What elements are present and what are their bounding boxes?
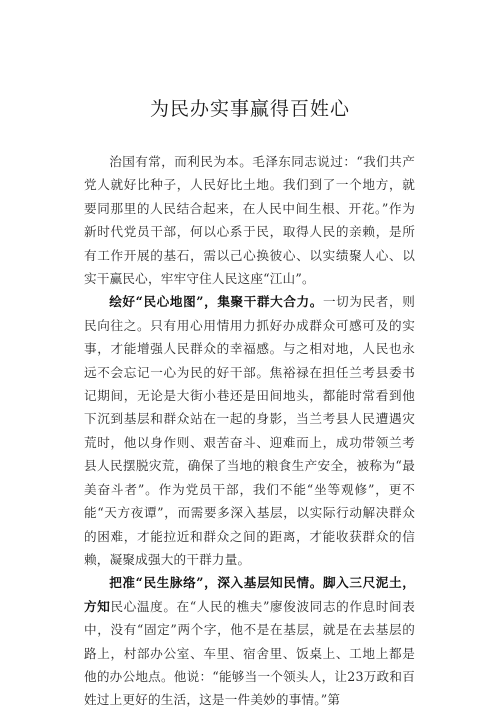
paragraph-1	[84, 150, 415, 290]
paragraph-2-text: 一切为民者，则民向往之。只有用心用情用力抓好办成群众可感可及的实事，才能增强人民群众的幸福感。与之相对地，人民也永远不会忘记一心为民的好干部。焦裕禄在担任兰考县委书记期间，无论是大街小巷还是田间地头，都能时常看到他下沉到基层和群众站在一起的身影，当兰考县人民遭遇灾荒时，他以身作则、艰苦奋斗、迎难而上，成功带领兰考县人民摆脱灾荒，确保了当地的粮食生产安全，被称为“最美奋斗者”。作为党员干部，我们不能“坐等观修”，更不能“天方夜谭”，而需要多深入基层，以实际行动解决群众的困难，才能拉近和群众之间的距离，才能收获群众的信赖，凝聚成强大的干群力量。	[84, 294, 415, 567]
paragraph-1-text: 治国有常，而利民为本。毛泽东同志说过：“我们共产党人就好比种子，人民好比土地。我们到了一个地方，就要同那里的人民结合起来，在人民中间生根、开花。”作为新时代党员干部，何以心系于民，取得人民的亲赖，是所有工作开展的基石，需以己心换彼心、以实绩聚人心、以实干赢民心，牢牢守住人民这座“江山”。	[84, 154, 415, 287]
paragraph-3-text: 民心温度。在“人民的樵夫”廖俊波同志的作息时间表中，没有“固定”两个字，他不是在基层，就是在去基层的路上，村部办公室、车里、宿舍里、饭桌上、工地上都是他的办公地点。他说：“能够当一个领头人，让23万政和百姓过上更好的生活，这是一件美妙的事情。”第	[84, 598, 415, 708]
document-title: 为民办实事赢得百姓心	[149, 98, 350, 120]
paragraph-3	[84, 571, 415, 711]
paragraph-2	[84, 290, 415, 571]
paragraph-3-lead: 把准“民生脉络”，深入基层知民情。脚入三尺泥土，方知	[84, 575, 415, 614]
document-body	[84, 150, 415, 712]
paragraph-2-lead: 绘好“民心地图”，集聚干群大合力。	[109, 294, 323, 310]
